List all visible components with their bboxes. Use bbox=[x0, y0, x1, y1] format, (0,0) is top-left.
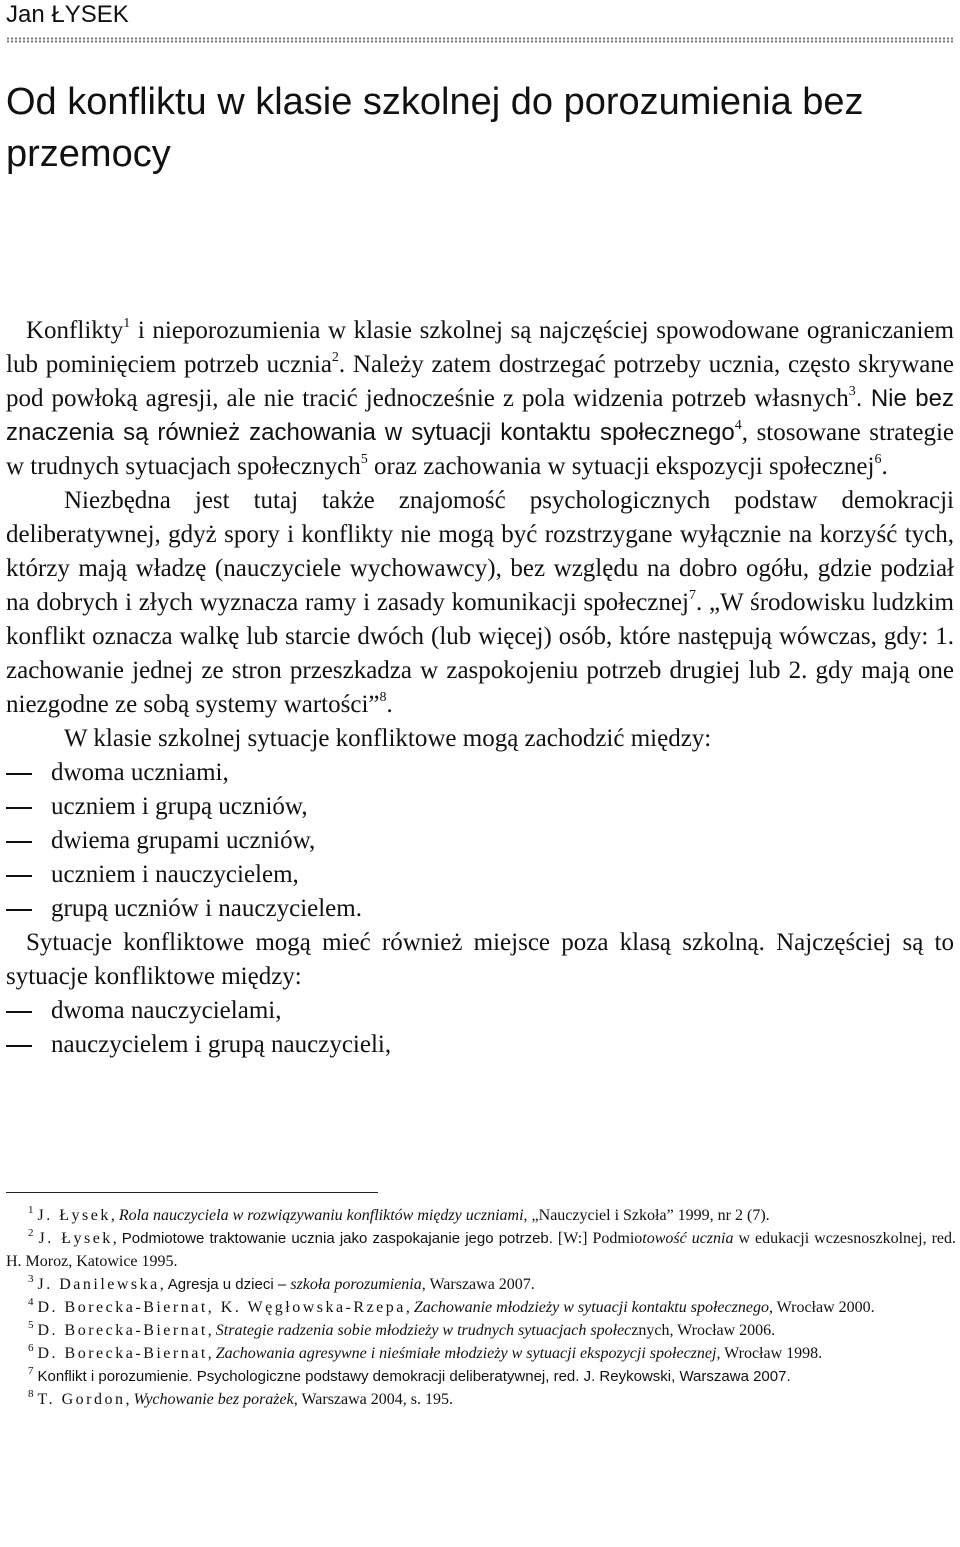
list-item bbox=[6, 756, 954, 790]
text-run: . Nie bez znaczenia są również zachowania w sytuacji kontaktu społecznego bbox=[6, 385, 954, 446]
footnote-text: [W:] Podmio bbox=[552, 1230, 643, 1247]
footnote-title: Rola nauczyciela w rozwiązywaniu konfliktów między uczniami bbox=[118, 1207, 524, 1224]
footnote-3 bbox=[6, 1273, 956, 1296]
footnote-title: Podmiotowe traktowanie ucznia jako zaspokajanie jego potrzeb. bbox=[121, 1230, 553, 1247]
footnote-number: 7 bbox=[28, 1365, 34, 1377]
list-item bbox=[6, 892, 954, 926]
footnote-4 bbox=[6, 1296, 956, 1319]
list-item bbox=[6, 824, 954, 858]
footnote-ref: 3 bbox=[848, 384, 856, 399]
conflict-list-1 bbox=[6, 756, 954, 926]
footnote-text: , Warszawa 2007. bbox=[421, 1276, 535, 1293]
footnote-author: J. Danilewska bbox=[37, 1276, 160, 1293]
text-run: . bbox=[881, 453, 888, 480]
footnote-author: T. Gordon bbox=[37, 1391, 126, 1408]
footnote-7 bbox=[6, 1365, 956, 1388]
footnote-text: , bbox=[207, 1345, 216, 1362]
footnote-number: 3 bbox=[28, 1273, 34, 1285]
text-run: . Należy zatem dostrzegać potrzeby ucznia, często skrywane pod powłoką agresji, ale nie tracić jednocześnie z pola widzenia potrzeb własnych bbox=[6, 351, 954, 412]
text-run: Konflikty bbox=[26, 317, 124, 344]
footnote-text: , bbox=[207, 1322, 216, 1339]
list-item-text: uczniem i nauczycielem, bbox=[51, 861, 299, 888]
text-run: . bbox=[386, 691, 393, 718]
footnote-text: , bbox=[159, 1276, 168, 1293]
footnote-number: 8 bbox=[28, 1388, 34, 1400]
paragraph-2 bbox=[6, 484, 954, 722]
footnote-number: 4 bbox=[28, 1296, 34, 1308]
list-item bbox=[6, 858, 954, 892]
author-header: Jan ŁYSEK bbox=[6, 1, 129, 28]
footnote-title: Agresja u dzieci – bbox=[167, 1276, 291, 1293]
dash-bullet bbox=[6, 1011, 32, 1013]
footnote-ref: 2 bbox=[331, 350, 339, 365]
footnote-author: D. Borecka-Biernat, K. Węgłowska-Rzepa bbox=[37, 1299, 406, 1316]
dash-bullet bbox=[6, 773, 32, 775]
footnote-title: Zachowania agresywne i nieśmiałe młodzieży w sytuacji ekspozycji społecznej bbox=[215, 1345, 717, 1362]
footnote-text: Konflikt i porozumienie. Psychologiczne podstawy demokracji deliberatywnej, red. J. Reykowski, Warszawa 2007. bbox=[37, 1368, 791, 1385]
list-item bbox=[6, 790, 954, 824]
list-item-text: uczniem i grupą uczniów, bbox=[51, 793, 308, 820]
footnote-8 bbox=[6, 1388, 956, 1411]
footnote-text: w edukacji wczesnoszkolnej, red. H. Moroz, Katowice 1995. bbox=[6, 1230, 956, 1270]
footnote-author: J. Łysek bbox=[38, 1230, 113, 1247]
footnote-text: , Wrocław 1998. bbox=[716, 1345, 823, 1362]
footnote-number: 2 bbox=[28, 1227, 34, 1239]
footnote-title: Zachowanie młodzieży w sytuacji kontaktu społecznego bbox=[413, 1299, 769, 1316]
dash-bullet bbox=[6, 1045, 32, 1047]
footnote-ref: 7 bbox=[688, 588, 696, 603]
footnote-text: , Warszawa 2004, s. 195. bbox=[293, 1391, 454, 1408]
footnote-text: , bbox=[110, 1207, 119, 1224]
article-title: Od konfliktu w klasie szkolnej do porozumienia bez przemocy bbox=[6, 81, 864, 175]
footnote-ref: 4 bbox=[734, 418, 742, 433]
footnote-separator bbox=[6, 1192, 378, 1193]
footnote-ref: 5 bbox=[360, 452, 368, 467]
conflict-list-2 bbox=[6, 994, 954, 1062]
footnote-number: 5 bbox=[28, 1319, 34, 1331]
text-run: . „W środowisku ludzkim konflikt oznacza walkę lub starcie dwóch (lub więcej) osób, które następują wówczas, gdy: 1. zachowanie jednej ze stron przeszkadza w zaspokojeniu potrzeb drugiej lub 2. gdy mają one niezgodne ze sobą systemy wartości” bbox=[6, 589, 954, 718]
dash-bullet bbox=[6, 875, 32, 877]
list-item bbox=[6, 1028, 954, 1062]
footnote-number: 1 bbox=[28, 1204, 34, 1216]
dash-bullet bbox=[6, 841, 32, 843]
footnote-title: Strategie radzenia sobie młodzieży w trudnych sytuacjach społec bbox=[215, 1322, 632, 1339]
dotted-rule bbox=[6, 37, 954, 43]
article-body bbox=[6, 314, 954, 1062]
footnote-5 bbox=[6, 1319, 956, 1342]
footnote-2 bbox=[6, 1227, 956, 1273]
text-run: oraz zachowania w sytuacji ekspozycji społecznej bbox=[367, 453, 875, 480]
footnote-ref: 8 bbox=[379, 690, 387, 705]
footnote-title: Wychowanie bez porażek bbox=[133, 1391, 294, 1408]
footnote-author: J. Łysek bbox=[37, 1207, 111, 1224]
list-item bbox=[6, 994, 954, 1028]
list-item-text: grupą uczniów i nauczycielem. bbox=[51, 895, 362, 922]
paragraph-3: W klasie szkolnej sytuacje konfliktowe mogą zachodzić między: bbox=[64, 725, 712, 752]
footnote-text: znych, Wrocław 2006. bbox=[631, 1322, 776, 1339]
footnote-author: D. Borecka-Biernat bbox=[37, 1322, 208, 1339]
footnotes bbox=[6, 1204, 956, 1411]
text-run: Niezbędna jest tutaj także znajomość psychologicznych podstaw demokracji deliberatywnej, gdyż spory i konflikty nie mogą być rozstrzygane wyłącznie na korzyść tych, którzy mają władzę (nauczyciele wychowawcy), bez względu na dobro ogółu, gdzie podział na dobrych i złych wyznacza ramy i zasady komunikacji społecznej bbox=[6, 487, 954, 616]
paragraph-1 bbox=[6, 314, 954, 484]
paragraph-4: Sytuacje konfliktowe mogą mieć również miejsce poza klasą szkolną. Najczęściej są to sytuacje konfliktowe między: bbox=[6, 929, 954, 990]
list-item-text: dwiema grupami uczniów, bbox=[51, 827, 316, 854]
footnote-1 bbox=[6, 1204, 956, 1227]
footnote-title: towość ucznia bbox=[642, 1230, 734, 1247]
footnote-text: , bbox=[125, 1391, 134, 1408]
footnote-text: , Wrocław 2000. bbox=[768, 1299, 875, 1316]
list-item-text: dwoma nauczycielami, bbox=[51, 997, 282, 1024]
footnote-ref: 1 bbox=[123, 316, 131, 331]
dash-bullet bbox=[6, 807, 32, 809]
list-item-text: nauczycielem i grupą nauczycieli, bbox=[51, 1031, 392, 1058]
footnote-number: 6 bbox=[28, 1342, 34, 1354]
list-item-text: dwoma uczniami, bbox=[51, 759, 229, 786]
footnote-text: , bbox=[112, 1230, 122, 1247]
text-run: i nieporozumienia w klasie szkolnej są najczęściej spowodowane ograniczaniem lub pominięciem potrzeb ucznia bbox=[6, 317, 954, 378]
text-run: , stosowane strategie w trudnych sytuacjach społecznych bbox=[6, 419, 954, 480]
dash-bullet bbox=[6, 909, 32, 911]
footnote-6 bbox=[6, 1342, 956, 1365]
footnote-ref: 6 bbox=[874, 452, 882, 467]
footnote-text: , „Nauczyciel i Szkoła” 1999, nr 2 (7). bbox=[523, 1207, 770, 1224]
footnote-title: szkoła porozumienia bbox=[290, 1276, 422, 1293]
footnote-text: , bbox=[405, 1299, 414, 1316]
footnote-author: D. Borecka-Biernat bbox=[37, 1345, 208, 1362]
